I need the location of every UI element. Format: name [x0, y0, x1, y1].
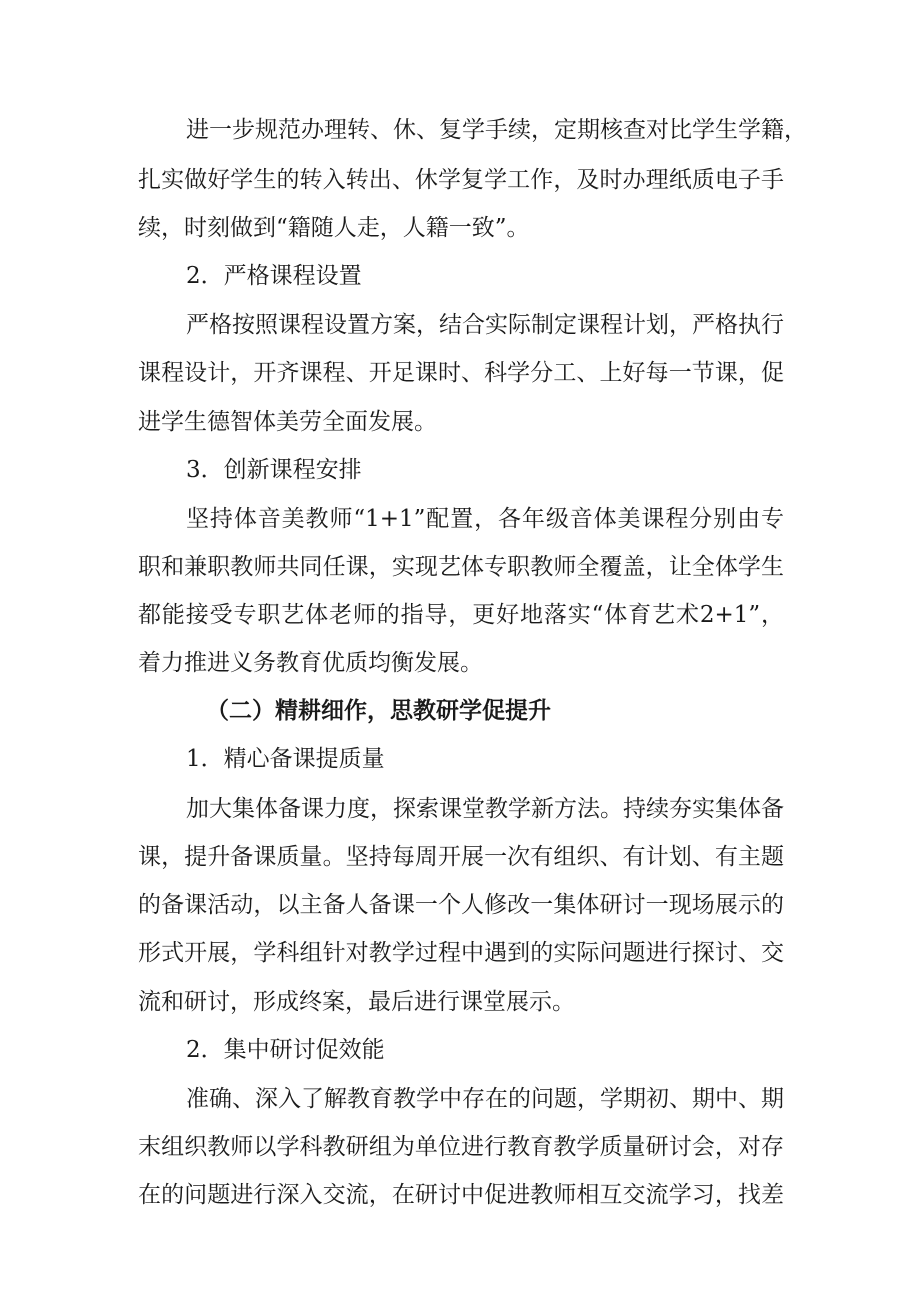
paragraph-line: 末组织教师以学科教研组为单位进行教育教学质量研讨会，对存 [138, 1134, 784, 1160]
paragraph-line: 扎实做好学生的转入转出、休学复学工作，及时办理纸质电子手 [138, 167, 784, 193]
paragraph-line: 严格按照课程设置方案，结合实际制定课程计划，严格执行 [186, 312, 784, 338]
subheading-lesson-prep: 1．精心备课提质量 [186, 746, 385, 772]
paragraph-line: 课程设计，开齐课程、开足课时、科学分工、上好每一节课，促 [138, 360, 784, 386]
paragraph-line: 职和兼职教师共同任课，实现艺体专职教师全覆盖，让全体学生 [138, 554, 784, 580]
subheading-focused-discussion: 2．集中研讨促效能 [186, 1037, 385, 1063]
paragraph-line: 流和研讨，形成终案，最后进行课堂展示。 [138, 989, 575, 1015]
paragraph-line: 进学生德智体美劳全面发展。 [138, 409, 437, 435]
paragraph-line: 的备课活动，以主备人备课一个人修改一集体研讨一现场展示的 [138, 892, 784, 918]
paragraph-line: 准确、深入了解教育教学中存在的问题，学期初、期中、期 [186, 1086, 784, 1112]
paragraph-line: 续，时刻做到“籍随人走，人籍一致”。 [138, 215, 530, 241]
paragraph-line: 都能接受专职艺体老师的指导，更好地落实“体育艺术2+1”， [138, 602, 784, 628]
subheading-strict-curriculum: 2．严格课程设置 [186, 263, 362, 289]
subheading-innovative-scheduling: 3．创新课程安排 [186, 457, 362, 483]
paragraph-line: 进一步规范办理转、休、复学手续，定期核查对比学生学籍， [186, 117, 807, 143]
paragraph-line: 加大集体备课力度，探索课堂教学新方法。持续夯实集体备 [186, 796, 784, 822]
section-title: （二）精耕细作，思教研学促提升 [206, 697, 551, 724]
paragraph-line: 课，提升备课质量。坚持每周开展一次有组织、有计划、有主题 [138, 844, 784, 870]
paragraph-line: 形式开展，学科组针对教学过程中遇到的实际问题进行探讨、交 [138, 940, 784, 966]
paragraph-line: 着力推进义务教育优质均衡发展。 [138, 650, 483, 676]
paragraph-line: 在的问题进行深入交流，在研讨中促进教师相互交流学习，找差 [138, 1182, 784, 1208]
paragraph-line: 坚持体音美教师“1+1”配置，各年级音体美课程分别由专 [186, 506, 784, 532]
